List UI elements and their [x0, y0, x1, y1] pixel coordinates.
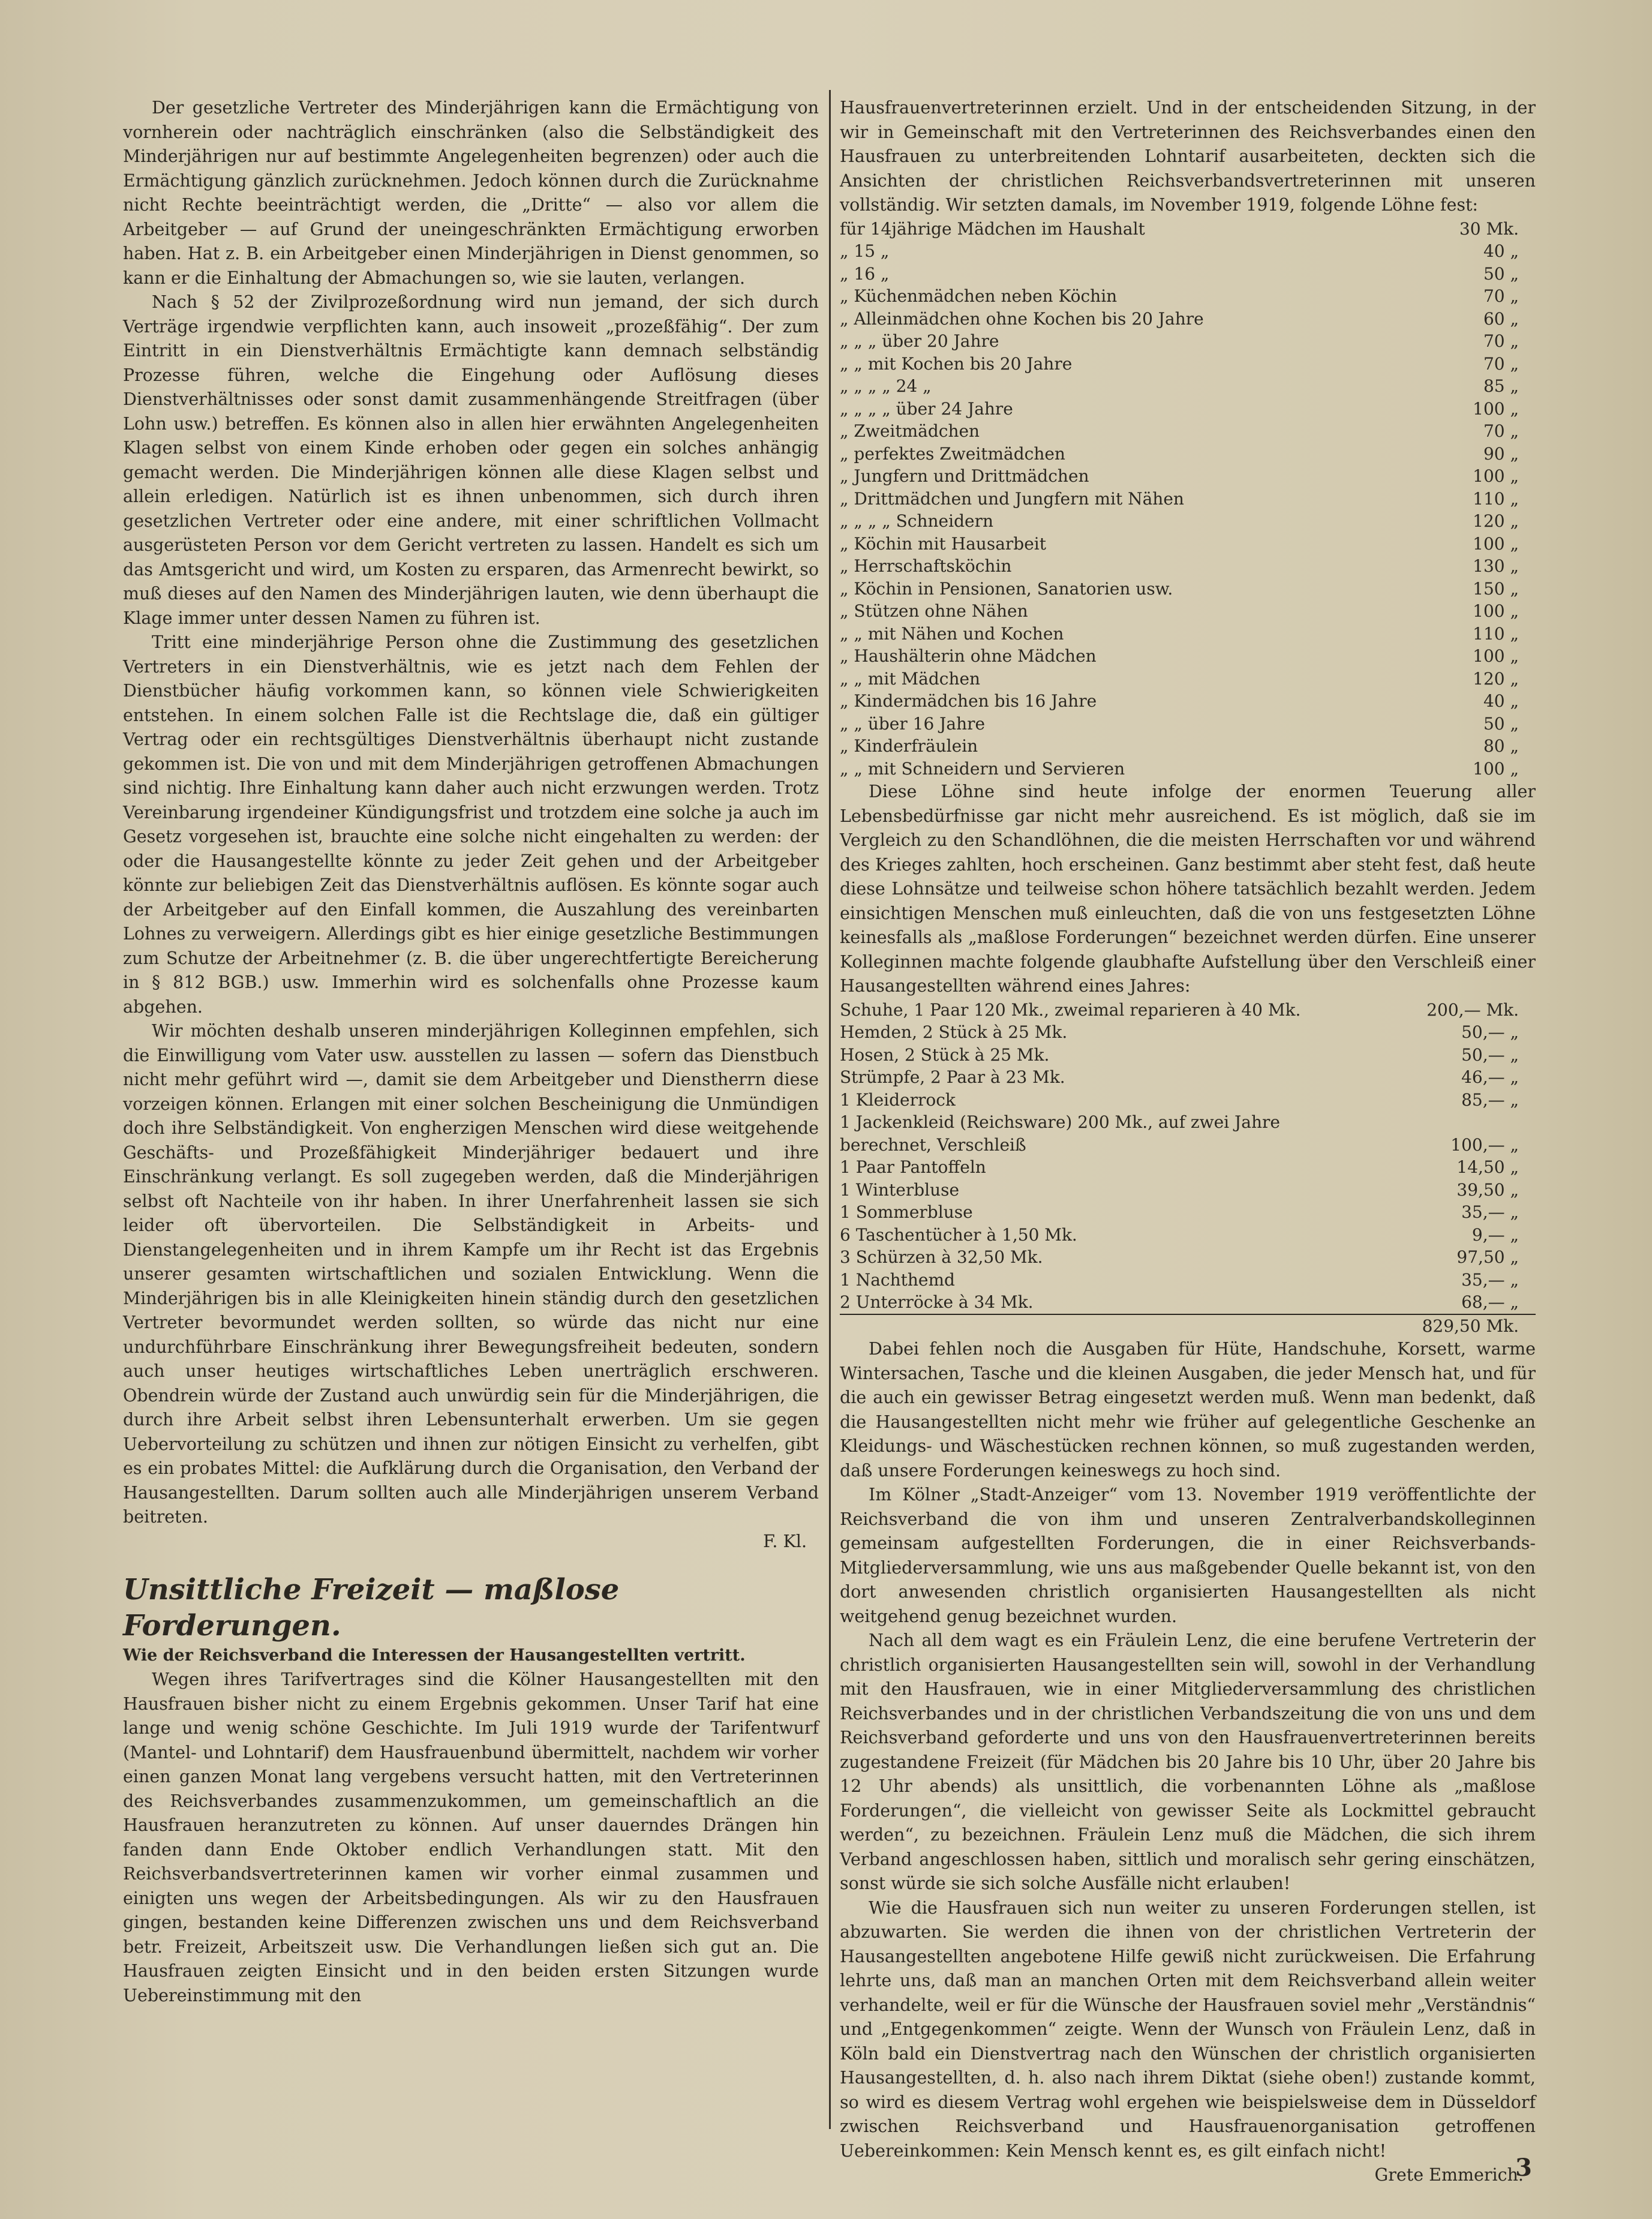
wage-row: [840, 488, 1536, 511]
wage-row-amount: 80 „: [1483, 736, 1519, 756]
article-headline: Unsittliche Freizeit — maßlose Forderungen.: [123, 1573, 620, 1643]
cost-row: [840, 1021, 1536, 1044]
left-column: [123, 96, 819, 2147]
wage-row-amount: 120 „: [1473, 511, 1519, 531]
wage-row-amount: 100 „: [1473, 466, 1519, 486]
wage-row-amount: 130 „: [1473, 556, 1519, 576]
wage-row: [840, 533, 1536, 555]
wage-row: [840, 375, 1536, 398]
cost-row-amount: 50,— „: [1461, 1022, 1519, 1042]
column-divider: [829, 90, 831, 2129]
wage-row-amount: 50 „: [1483, 263, 1519, 284]
cost-row: [840, 1224, 1536, 1247]
paragraph: Wie die Hausfrauen sich nun weiter zu unseren Forderungen stellen, ist abzuwarten. Sie werden die ihnen von der christlichen Vertreterin der Hausangestellten angebotene Hilfe gewiß nicht zurückweisen. Die Erfahrung lehrte uns, daß man an manchen Orten mit dem Reichsverband allein weiter verhandelte, weil er für die Wünsche der Hausfrauen soviel mehr „Verständnis“ und „Entgegenkommen“ zeigte. Wenn der Wunsch von Fräulein Lenz, daß in Köln bald ein Dienstvertrag nach den Wünschen der christlich organisierten Hausangestellten, d. h. also nach ihrem Diktat (siehe oben!) zustande kommt, so wird es diesem Vertrag wohl ergehen wie beispielsweise dem in Düsseldorf zwischen Reichsverband und Hausfrauenorganisation getroffenen Uebereinkommen: Kein Mensch kennt es, es gilt einfach nicht!: [840, 1897, 1536, 2161]
wage-row: [840, 555, 1536, 578]
cost-row-label: 2 Unterröcke à 34 Mk.: [840, 1292, 1034, 1312]
paragraph: Der gesetzliche Vertreter des Minderjährigen kann die Ermächtigung von vornherein oder nachträglich einschränken (also die Selbständigkeit des Minderjährigen nur auf bestimmte Angelegenheiten begrenzen) oder auch die Ermächtigung gänzlich zurücknehmen. Jedoch können durch die Zurücknahme nicht Rechte beeinträchtigt werden, die „Dritte“ — also vor allem die Arbeitgeber — auf Grund der uneingeschränkten Ermächtigung erworben haben. Hat z. B. ein Arbeitgeber einen Minderjährigen in Dienst genommen, so kann er die Einhaltung der Abmachungen so, wie sie lauten, verlangen.: [123, 98, 819, 288]
wage-row-label: „ 15 „: [840, 241, 890, 261]
wage-row: [840, 240, 1536, 263]
wage-row-label: „ Jungfern und Drittmädchen: [840, 466, 1089, 486]
cost-row-amount: 35,— „: [1461, 1202, 1519, 1222]
wage-row: [840, 578, 1536, 600]
article-subheadline: Wie der Reichsverband die Interessen der Hausangestellten vertritt.: [123, 1646, 746, 1665]
cost-row-amount: 35,— „: [1461, 1269, 1519, 1290]
cost-row-label: Schuhe, 1 Paar 120 Mk., zweimal reparieren à 40 Mk.: [840, 999, 1301, 1020]
cost-row: [840, 1246, 1536, 1269]
wage-row-label: „ „ mit Schneidern und Servieren: [840, 758, 1125, 779]
wage-row-amount: 110 „: [1473, 488, 1519, 509]
wage-row: [840, 465, 1536, 488]
cost-row-amount: 100,— „: [1450, 1134, 1519, 1155]
paragraph: Wir möchten deshalb unseren minderjährigen Kolleginnen empfehlen, sich die Einwilligung vom Vater usw. ausstellen zu lassen — sofern das Dienstbuch nicht mehr geführt wird —, damit sie dem Arbeitgeber und Dienstherrn diese vorzeigen können. Erlangen mit einer solchen Bescheinigung die Unmündigen doch ihre Selbständigkeit. Von engherzigen Menschen wird diese weitgehende Geschäfts- und Prozeßfähigkeit Minderjähriger bedauert und ihre Einschränkung verlangt. Es soll zugegeben werden, daß die Minderjährigen selbst oft Nachteile von ihr haben. In ihrer Unerfahrenheit lassen sie sich leider oft übervorteilen. Die Selbständigkeit in Arbeits- und Dienstangelegenheiten und in ihrem Kampfe um ihr Recht ist das Ergebnis unserer gesamten wirtschaftlichen und sozialen Entwicklung. Wenn die Minderjährigen bis in alle Kleinigkeiten hinein ständig durch den gesetzlichen Vertreter bevormundet werden sollten, so würde das nicht nur eine undurchführbare Einschränkung ihrer Bewegungsfreiheit bedeuten, sondern auch unser heutiges wirtschaftliches Leben unerträglich erschweren. Obendrein würde der Zustand auch unwürdig sein für die Minderjährigen, die durch ihre Arbeit selbst ihren Lebensunterhalt erwerben. Um sie gegen Uebervorteilung zu schützen und ihnen zur nötigen Einsicht zu verhelfen, gibt es ein probates Mittel: die Aufklärung durch die Organisation, den Verband der Hausangestellten. Darum sollten auch alle Minderjährigen unserem Verband beitreten.: [123, 1021, 819, 1527]
wage-row-amount: 70 „: [1483, 331, 1519, 351]
cost-row-amount: 9,— „: [1471, 1224, 1519, 1245]
wage-row-label: „ „ „ „ Schneidern: [840, 511, 993, 531]
paragraph: Nach § 52 der Zivilprozeßordnung wird nun jemand, der sich durch Verträge irgendwie verpflichten kann, auch insoweit „prozeßfähig“. Der zum Eintritt in ein Dienstverhältnis Ermächtigte kann demnach selbständig Prozesse führen, welche die Eingehung oder Auflösung dieses Dienstverhältnisses oder sonst damit zusammenhängende Streitfragen (über Lohn usw.) betreffen. Es können also in allen hier erwähnten Angelegenheiten Klagen selbst von einem Kinde erhoben oder gegen ein solches anhängig gemacht werden. Die Minderjährigen können alle diese Klagen selbst und allein erledigen. Natürlich ist es ihnen unbenommen, sich durch ihren gesetzlichen Vertreter oder eine andere, mit einer schriftlichen Vollmacht ausgerüsteten Person vor dem Gericht vertreten zu lassen. Handelt es sich um das Amtsgericht und wird, um Kosten zu ersparen, das Armenrecht bewirkt, so muß dieses auf den Namen des Minderjährigen lauten, wie denn überhaupt die Klage immer unter dessen Namen zu führen ist.: [123, 292, 819, 628]
cost-row-amount: 14,50 „: [1456, 1157, 1519, 1177]
wage-row-amount: 40 „: [1483, 241, 1519, 261]
wage-row: [840, 308, 1536, 331]
wage-table: [840, 218, 1536, 780]
cost-row-label: 1 Paar Pantoffeln: [840, 1157, 986, 1177]
wage-row-label: „ „ „ über 20 Jahre: [840, 331, 999, 351]
cost-row-amount: 39,50 „: [1456, 1179, 1519, 1200]
cost-row-label: Hemden, 2 Stück à 25 Mk.: [840, 1022, 1068, 1042]
wage-row: [840, 645, 1536, 668]
cost-row-label: berechnet, Verschleiß: [840, 1134, 1026, 1155]
cost-row: [840, 1291, 1536, 1314]
wage-row-label: „ Kinderfräulein: [840, 736, 978, 756]
wage-row-label: „ Drittmädchen und Jungfern mit Nähen: [840, 488, 1184, 509]
wage-row: [840, 758, 1536, 780]
author-signature: Grete Emmerich.: [1374, 2165, 1524, 2185]
wage-row: [840, 713, 1536, 735]
cost-row: [840, 999, 1536, 1022]
wage-row-amount: 100 „: [1473, 646, 1519, 666]
paragraph: Nach all dem wagt es ein Fräulein Lenz, die eine berufene Vertreterin der christlich organisierten Hausangestellten sein will, sowohl in der Verhandlung mit den Hausfrauen, wie in einer Mitgliederversammlung des christlichen Reichsverbandes und in der christlichen Verbandszeitung die von uns und dem Reichsverband geforderte und uns von den Hausfrauenvertreterinnen bereits zugestandene Freizeit (für Mädchen bis 20 Jahre bis 10 Uhr, über 20 Jahre bis 12 Uhr abends) als unsittlich, die vorbenannten Löhne als „maßlose Forderungen“, die vielleicht von gewisser Seite als Lockmittel gebraucht werden“, zu bezeichnen. Fräulein Lenz muß die Mädchen, die sich ihrem Verband angeschlossen haben, sittlich und moralisch sehr gering einschätzen, sonst würde sie sich solche Ausfälle nicht erlauben!: [840, 1631, 1536, 1893]
wage-row: [840, 510, 1536, 533]
wage-row: [840, 330, 1536, 353]
wage-row-label: für 14jährige Mädchen im Haushalt: [840, 218, 1145, 239]
cost-row-label: 1 Sommerbluse: [840, 1202, 973, 1222]
wage-row-amount: 100 „: [1473, 601, 1519, 621]
cost-row: [840, 1066, 1536, 1089]
cost-row-label: 1 Winterbluse: [840, 1179, 960, 1200]
cost-table: [840, 999, 1536, 1338]
cost-row: [840, 1111, 1536, 1134]
wage-row-label: „ Küchenmädchen neben Köchin: [840, 286, 1118, 306]
wage-row: [840, 623, 1536, 645]
cost-row-amount: 97,50 „: [1456, 1247, 1519, 1267]
paragraph: Im Kölner „Stadt-Anzeiger“ vom 13. November 1919 veröffentlichte der Reichsverband die von ihm und unseren Zentralverbandskolleginnen gemeinsam aufgestellten Forderungen, die in einer Reichsverbands-Mitgliederversammlung, wie uns aus maßgebender Quelle bekannt ist, von den dort anwesenden christlich organisierten Hausangestellten als nicht weitgehend genug bezeichnet wurden.: [840, 1485, 1536, 1626]
paragraph: Wegen ihres Tarifvertrages sind die Kölner Hausangestellten mit den Hausfrauen bisher nicht zu einem Ergebnis gekommen. Unser Tarif hat eine lange und wenig schöne Geschichte. Im Juli 1919 wurde der Tarifentwurf (Mantel- und Lohntarif) dem Hausfrauenbund übermittelt, nachdem wir vorher einen ganzen Monat lang vergebens versucht hatten, mit den Vertreterinnen des Reichsverbandes zusammenzukommen, um gemeinschaftlich an die Hausfrauen heranzutreten zu können. Auf unser dauerndes Drängen hin fanden dann Ende Oktober endlich Verhandlungen statt. Mit den Reichsverbandsvertreterinnen kamen wir vorher einmal zusammen und einigten uns wegen der Arbeitsbedingungen. Als wir zu den Hausfrauen gingen, bestanden keine Differenzen zwischen uns und dem Reichsverband betr. Freizeit, Arbeitszeit usw. Die Verhandlungen ließen sich gut an. Die Hausfrauen zeigten Einsicht und in den beiden ersten Sitzungen wurde Uebereinstimmung mit den: [123, 1669, 819, 2005]
paragraph: Diese Löhne sind heute infolge der enormen Teuerung aller Lebensbedürfnisse gar nicht mehr ausreichend. Es ist möglich, daß sie im Vergleich zu den Schandlöhnen, die die meisten Herrschaften vor und während des Krieges zahlten, hoch erscheinen. Ganz bestimmt aber steht fest, daß heute diese Lohnsätze und teilweise schon höhere tatsächlich bezahlt werden. Jedem einsichtigen Menschen muß einleuchten, daß die von uns festgesetzten Löhne keinesfalls als „maßlose Forderungen“ bezeichnet werden dürfen. Eine unserer Kolleginnen machte folgende glaubhafte Aufstellung über den Verschleiß einer Hausangestellten während eines Jahres:: [840, 782, 1536, 996]
wage-row: [840, 398, 1536, 421]
cost-row: [840, 1269, 1536, 1292]
wage-row: [840, 218, 1536, 241]
cost-total: 829,50 Mk.: [1396, 1314, 1536, 1338]
wage-row-amount: 50 „: [1483, 713, 1519, 734]
cost-row-amount: 68,— „: [1461, 1292, 1519, 1312]
wage-row-amount: 70 „: [1483, 353, 1519, 374]
cost-row: [840, 1156, 1536, 1179]
cost-row-label: Hosen, 2 Stück à 25 Mk.: [840, 1044, 1050, 1065]
wage-row-amount: 30 Mk.: [1459, 218, 1519, 239]
wage-row-amount: 100 „: [1473, 533, 1519, 554]
wage-row-label: „ Kindermädchen bis 16 Jahre: [840, 691, 1097, 711]
wage-row-amount: 110 „: [1473, 623, 1519, 644]
cost-row-amount: 46,— „: [1461, 1067, 1519, 1087]
cost-row-label: Strümpfe, 2 Paar à 23 Mk.: [840, 1067, 1065, 1087]
wage-row-amount: 90 „: [1483, 443, 1519, 464]
paragraph: Dabei fehlen noch die Ausgaben für Hüte, Handschuhe, Korsett, warme Wintersachen, Tasche und die kleinen Ausgaben, die jeder Mensch hat, und für die auch ein gewisser Betrag eingesetzt werden muß. Wenn man bedenkt, daß die Hausangestellten nicht mehr wie früher auf gelegentliche Geschenke an Kleidungs- und Wäschestücken rechnen können, so muß zugestanden werden, daß unsere Forderungen keineswegs zu hoch sind.: [840, 1339, 1536, 1481]
wage-row-label: „ „ mit Kochen bis 20 Jahre: [840, 353, 1073, 374]
cost-row: [840, 1044, 1536, 1067]
wage-row-label: „ „ mit Nähen und Kochen: [840, 623, 1064, 644]
wage-row-label: „ „ über 16 Jahre: [840, 713, 986, 734]
wage-row-amount: 100 „: [1473, 398, 1519, 419]
wage-row: [840, 600, 1536, 623]
paragraph: Hausfrauenvertreterinnen erzielt. Und in der entscheidenden Sitzung, in der wir in Gemeinschaft mit den Vertreterinnen des Reichsverbandes einen den Hausfrauen zu unterbreitenden Lohntarif ausarbeiteten, deckten sich die Ansichten der christlichen Reichsverbandsvertreterinnen mit unseren vollständig. Wir setzten damals, im November 1919, folgende Löhne fest:: [840, 98, 1536, 215]
wage-row-amount: 120 „: [1473, 668, 1519, 689]
wage-row-amount: 150 „: [1473, 578, 1519, 599]
cost-row: [840, 1134, 1536, 1157]
wage-row: [840, 443, 1536, 466]
wage-row: [840, 263, 1536, 286]
wage-row: [840, 420, 1536, 443]
cost-row: [840, 1089, 1536, 1112]
cost-row: [840, 1201, 1536, 1224]
wage-row-amount: 100 „: [1473, 758, 1519, 779]
wage-row: [840, 285, 1536, 308]
cost-row-amount: 50,— „: [1461, 1044, 1519, 1065]
wage-row-label: „ Zweitmädchen: [840, 421, 980, 441]
wage-row-amount: 85 „: [1483, 376, 1519, 396]
wage-row-amount: 70 „: [1483, 286, 1519, 306]
wage-row-label: „ 16 „: [840, 263, 890, 284]
wage-row-label: „ Herrschaftsköchin: [840, 556, 1012, 576]
right-column: [840, 96, 1536, 2185]
wage-row-label: „ Köchin mit Hausarbeit: [840, 533, 1046, 554]
author-signature: F. Kl.: [763, 1531, 807, 1551]
wage-row-label: „ „ mit Mädchen: [840, 668, 981, 689]
wage-row-label: „ „ „ „ 24 „: [840, 376, 932, 396]
wage-row: [840, 735, 1536, 758]
wage-row-label: „ Haushälterin ohne Mädchen: [840, 646, 1097, 666]
cost-row-amount: [1396, 1111, 1536, 1134]
cost-row-amount: 200,— Mk.: [1426, 999, 1519, 1020]
cost-total-row: [840, 1314, 1536, 1338]
cost-row: [840, 1179, 1536, 1202]
wage-row: [840, 353, 1536, 376]
paragraph: Tritt eine minderjährige Person ohne die Zustimmung des gesetzlichen Vertreters in ein Dienstverhältnis, wie es jetzt nach dem Fehlen der Dienstbücher häufig vorkommen kann, so können viele Schwierigkeiten entstehen. In einem solchen Falle ist die Rechtslage die, daß ein gültiger Vertrag oder ein rechtsgültiges Dienstverhältnis überhaupt nicht zustande gekommen ist. Die von und mit dem Minderjährigen getroffenen Abmachungen sind nichtig. Ihre Einhaltung kann daher auch nicht erzwungen werden. Trotz Vereinbarung irgendeiner Kündigungsfrist und trotzdem eine solche ja auch im Gesetz vorgesehen ist, brauchte eine solche nicht eingehalten zu werden: der oder die Hausangestellte könnte zu jeder Zeit gehen und der Arbeitgeber könnte zur beliebigen Zeit das Dienstverhältnis auflösen. Es könnte sogar auch der Arbeitgeber auf den Einfall kommen, die Auszahlung des vereinbarten Lohnes zu verweigern. Allerdings gibt es hier einige gesetzliche Bestimmungen zum Schutze der Arbeitnehmer (z. B. die über ungerechtfertigte Bereicherung in § 812 BGB.) usw. Immerhin wird es solchenfalls ohne Prozesse kaum abgehen.: [123, 632, 819, 1017]
wage-row-amount: 70 „: [1483, 421, 1519, 441]
wage-row-label: „ Stützen ohne Nähen: [840, 601, 1028, 621]
page-number: 3: [1515, 2154, 1532, 2182]
wage-row-label: „ „ „ „ über 24 Jahre: [840, 398, 1013, 419]
wage-row-label: „ perfektes Zweitmädchen: [840, 443, 1065, 464]
cost-row-label: 1 Kleiderrock: [840, 1089, 956, 1110]
wage-row-label: „ Köchin in Pensionen, Sanatorien usw.: [840, 578, 1173, 599]
wage-row: [840, 668, 1536, 690]
cost-row-label: 6 Taschentücher à 1,50 Mk.: [840, 1224, 1077, 1245]
cost-row-label: 1 Jackenkleid (Reichsware) 200 Mk., auf zwei Jahre: [840, 1112, 1280, 1132]
wage-row-amount: 60 „: [1483, 308, 1519, 329]
wage-row-amount: 40 „: [1483, 691, 1519, 711]
cost-row-amount: 85,— „: [1461, 1089, 1519, 1110]
wage-row-label: „ Alleinmädchen ohne Kochen bis 20 Jahre: [840, 308, 1204, 329]
cost-row-label: 1 Nachthemd: [840, 1269, 955, 1290]
wage-row: [840, 690, 1536, 713]
cost-row-label: 3 Schürzen à 32,50 Mk.: [840, 1247, 1043, 1267]
